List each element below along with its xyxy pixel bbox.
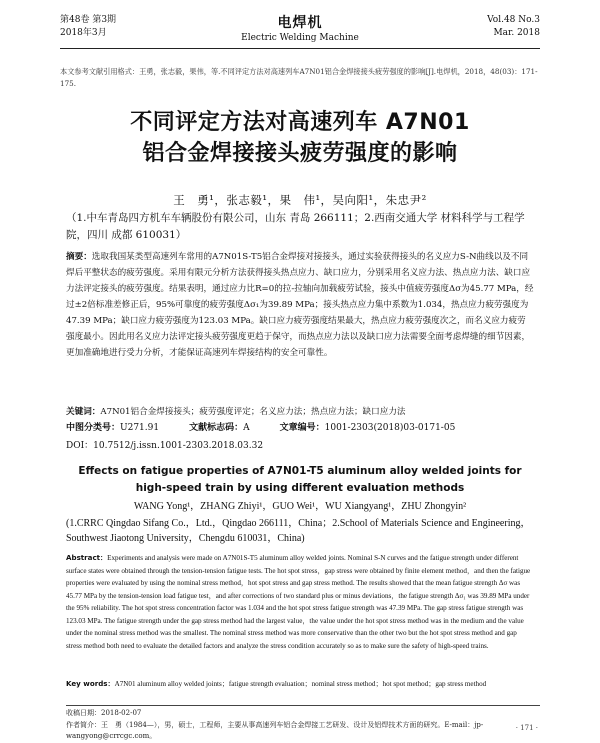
abstract-en-text: Experiments and analysis were made on A7N01S-T5 aluminum alloy welded joints. Nominal S-N curves and the fatigue strength under different surface states were obtained through the tension-tension fatigue tests. The hot spot stress，gap stress were obtained by finite element method，and then the fatigue properties were evaluated by using the nominal stress method，hot spot stress and gap stress method. The results showed that the mean fatigue strength Δσ was 45.77 MPa by the tension-tension load fatigue test，and after corrections of two standard plus or minus deviations，the fatigue strength Δσ₁ was 39.89 MPa under the 95% reliability. The hot spot stress concentration factor was 1.034 and the hot spot stress fatigue strength was 47.39 MPa. The gap stress fatigue strength was 123.03 MPa. The fatigue strength under the gap stress method had the largest value，the value under the hot spot stress method was in the medium and the value under the nominal stress method was the smallest. The nominal stress method was more conservative than the other two but the hot spot stress method and gap stress method both need to evaluate the detailed factors and analyze the stress condition accurately so as to make sure the safety of high-speed trains.: [66, 554, 531, 650]
volume-cn: 第48卷 第3期: [60, 15, 117, 25]
abstract-cn-text: 选取我国某类型高速列车常用的A7N01S-T5铝合金焊接对接接头，通过实验获得接头的名义应力S-N曲线以及不同焊后平整状态的疲劳强度。采用有限元分析方法获得接头热点应力、缺口应力，分别采用名义应力法、热点应力法、缺口应力法评定接头的疲劳强度。结果表明，通过应力比R=0的拉-拉轴向加载疲劳试验，接头中值疲劳强度Δσ为45.77 MPa，经过±2倍标准差修正后，95%可靠度的疲劳强度Δσ₁为39.89 MPa；接头热点应力集中系数为1.034，热点应力疲劳强度为47.39 MPa；缺口应力疲劳强度为123.03 MPa。缺口应力疲劳强度结果最大，热点应力疲劳强度次之，而名义应力疲劳强度最小。因此用名义应力法评定接头疲劳强度更趋于保守，而热点应力法以及缺口应力法需要全面考虑焊缝的细节因素，更加准确地进行受力分析，才能保证高速列车焊接结构的安全可靠性。: [66, 252, 534, 358]
clc-label: 中图分类号：: [66, 423, 121, 433]
title-cn-line-1: 不同评定方法对高速列车 A7N01: [130, 110, 470, 135]
abstract-en-label: Abstract：: [66, 553, 108, 562]
date-en: Mar. 2018: [493, 28, 540, 38]
abstract-en: [66, 552, 534, 652]
header-right: [487, 14, 540, 40]
journal-name-en: Electric Welding Machine: [241, 33, 359, 43]
authors-cn: 王 勇¹，张志毅¹，果 伟¹，吴向阳¹，朱忠尹²: [173, 193, 427, 207]
abstract-cn-label: 摘要：: [66, 252, 92, 262]
title-cn: [60, 107, 540, 169]
keywords-cn-label: 关键词：: [66, 407, 101, 417]
title-en-line-1: Effects on fatigue properties of A7N01-T5 aluminum alloy welded joints for: [78, 465, 522, 477]
volume-en: Vol.48 No.3: [487, 15, 540, 25]
keywords-en-text: A7N01 aluminum alloy welded joints；fatigue strength evaluation；nominal stress method；hot spot method；gap stress method: [114, 680, 487, 688]
doc-code-label: 文献标志码：: [189, 423, 244, 433]
author-bio: 作者简介：王 勇（1984—），男，硕士，工程师，主要从事高速列车铝合金焊接工艺研发、设计及铝焊技术方面的研究。E-mail：jp-wangyong@crrcgc.com。: [66, 720, 484, 740]
article-number-value: 1001-2303(2018)03-0171-05: [324, 423, 456, 433]
keywords-en: [66, 678, 534, 690]
header-center: [60, 14, 540, 44]
title-cn-line-2: 铝合金焊接接头疲劳强度的影响: [142, 141, 458, 166]
clc-value: U271.91: [120, 423, 160, 433]
received-date: 收稿日期：2018-02-07: [66, 709, 142, 717]
keywords-cn-text: A7N01铝合金焊接接头；疲劳强度评定；名义应力法；热点应力法；缺口应力法: [100, 407, 406, 417]
classification-line: [66, 420, 455, 436]
affiliation-en: (1.CRRC Qingdao Sifang Co.，Ltd.，Qingdao 266111，China；2.School of Materials Science and Engineering，Southwest Jiaotong University，Chengdu 610031，China): [66, 518, 531, 544]
journal-logo: 电焊机: [277, 15, 323, 31]
doc-code-value: A: [243, 423, 250, 433]
date-cn: 2018年3月: [60, 28, 107, 38]
citation-format: 本文参考文献引用格式：王勇，张志毅，果伟，等.不同评定方法对高速列车A7N01铝合金焊接接头疲劳强度的影响[J].电焊机，2018，48(03)：171-175.: [60, 67, 538, 88]
authors-en: WANG Yong¹，ZHANG Zhiyi¹，GUO Wei¹，WU Xiangyang¹，ZHU Zhongyin²: [133, 501, 467, 512]
title-en: [60, 463, 540, 497]
affiliation-cn: （1.中车青岛四方机车车辆股份有限公司，山东 青岛 266111；2.西南交通大学 材料科学与工程学院，四川 成都 610031）: [66, 212, 525, 241]
keywords-cn: [66, 405, 534, 420]
running-header: [60, 14, 540, 49]
doi[interactable]: DOI：10.7512/j.issn.1001-2303.2018.03.32: [66, 441, 264, 451]
title-en-line-2: high-speed train by using different evaluation methods: [135, 482, 465, 494]
abstract-cn: [66, 249, 534, 361]
article-number-label: 文章编号：: [279, 423, 325, 433]
keywords-en-label: Key words：: [66, 679, 115, 688]
page-number: · 171 ·: [515, 724, 538, 732]
